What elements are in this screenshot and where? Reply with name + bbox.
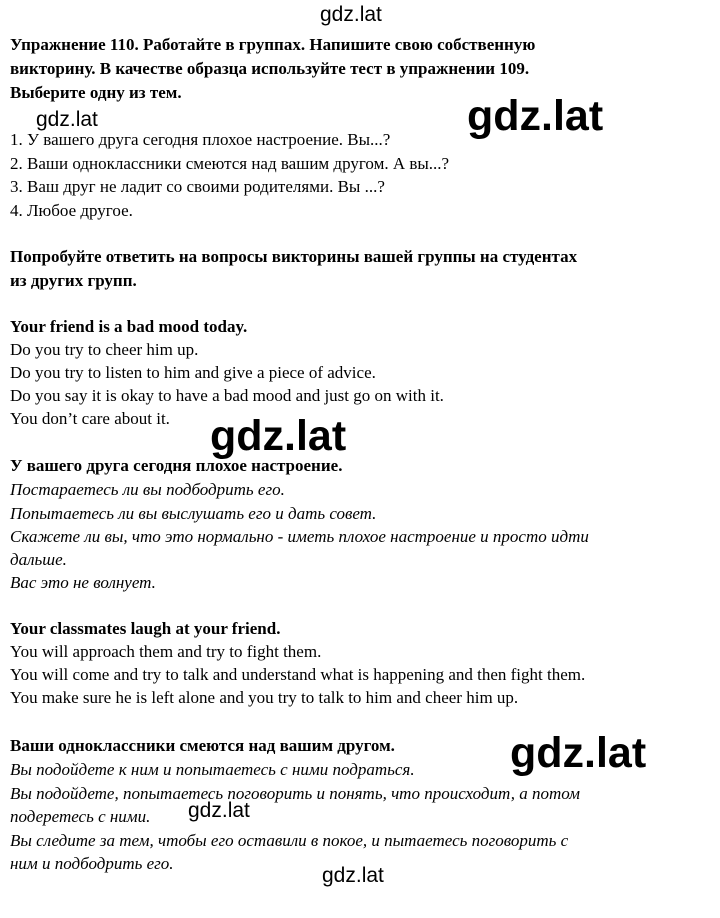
watermark: gdz.lat — [510, 729, 647, 777]
quiz-2-ru-answer: ним и подбодрить его. — [10, 854, 174, 873]
quiz-2-en-question: Your classmates laugh at your friend. — [10, 619, 281, 638]
exercise-heading-line-1: Упражнение 110. Работайте в группах. Напишите свою собственную — [10, 35, 536, 54]
quiz-1-ru-answer: дальше. — [10, 550, 67, 569]
quiz-2-ru-answer: Вы подойдете, попытаетесь поговорить и понять, что происходит, а потом — [10, 784, 580, 803]
task-line-1: Попробуйте ответить на вопросы викторины вашей группы на студентах — [10, 247, 578, 266]
topic-item: 2. Ваши одноклассники смеются над вашим другом. А вы...? — [10, 154, 450, 173]
topic-item: 3. Ваш друг не ладит со своими родителями. Вы ...? — [10, 177, 385, 196]
quiz-1-en-answer: Do you say it is okay to have a bad mood and just go on with it. — [10, 386, 444, 405]
quiz-2-en-answer: You make sure he is left alone and you try to talk to him and cheer him up. — [10, 688, 519, 707]
quiz-1-ru-answer: Скажете ли вы, что это нормально - иметь плохое настроение и просто идти — [10, 527, 589, 546]
exercise-heading-line-2: викторину. В качестве образца используйте тест в упражнении 109. — [10, 59, 530, 78]
watermark: gdz.lat — [210, 412, 347, 460]
watermark: gdz.lat — [322, 864, 384, 887]
quiz-1-ru-answer: Попытаетесь ли вы выслушать его и дать совет. — [10, 504, 377, 523]
quiz-1-en-answer: You don’t care about it. — [10, 409, 170, 428]
quiz-1-ru-question: У вашего друга сегодня плохое настроение. — [10, 456, 343, 475]
quiz-1-en-answer: Do you try to listen to him and give a piece of advice. — [10, 363, 376, 382]
watermark: gdz.lat — [36, 108, 98, 131]
quiz-2-ru-answer: Вы следите за тем, чтобы его оставили в покое, и пытаетесь поговорить с — [10, 831, 569, 850]
quiz-1-ru-answer: Вас это не волнует. — [10, 573, 156, 592]
quiz-1-ru-answer: Постараетесь ли вы подбодрить его. — [10, 480, 285, 499]
watermark: gdz.lat — [467, 92, 604, 140]
watermark: gdz.lat — [188, 799, 250, 822]
exercise-heading-line-3: Выберите одну из тем. — [10, 83, 182, 102]
quiz-2-en-answer: You will approach them and try to fight them. — [10, 642, 322, 661]
quiz-1-en-question: Your friend is a bad mood today. — [10, 317, 248, 336]
quiz-2-en-answer: You will come and try to talk and understand what is happening and then fight them. — [10, 665, 586, 684]
task-line-2: из других групп. — [10, 271, 137, 290]
quiz-1-en-answer: Do you try to cheer him up. — [10, 340, 199, 359]
topic-item: 4. Любое другое. — [10, 201, 133, 220]
quiz-2-ru-question: Ваши одноклассники смеются над вашим другом. — [10, 736, 395, 755]
quiz-2-ru-answer: Вы подойдете к ним и попытаетесь с ними подраться. — [10, 760, 415, 779]
quiz-2-ru-answer: подеретесь с ними. — [10, 807, 151, 826]
topic-item: 1. У вашего друга сегодня плохое настроение. Вы...? — [10, 130, 391, 149]
watermark: gdz.lat — [320, 3, 382, 26]
